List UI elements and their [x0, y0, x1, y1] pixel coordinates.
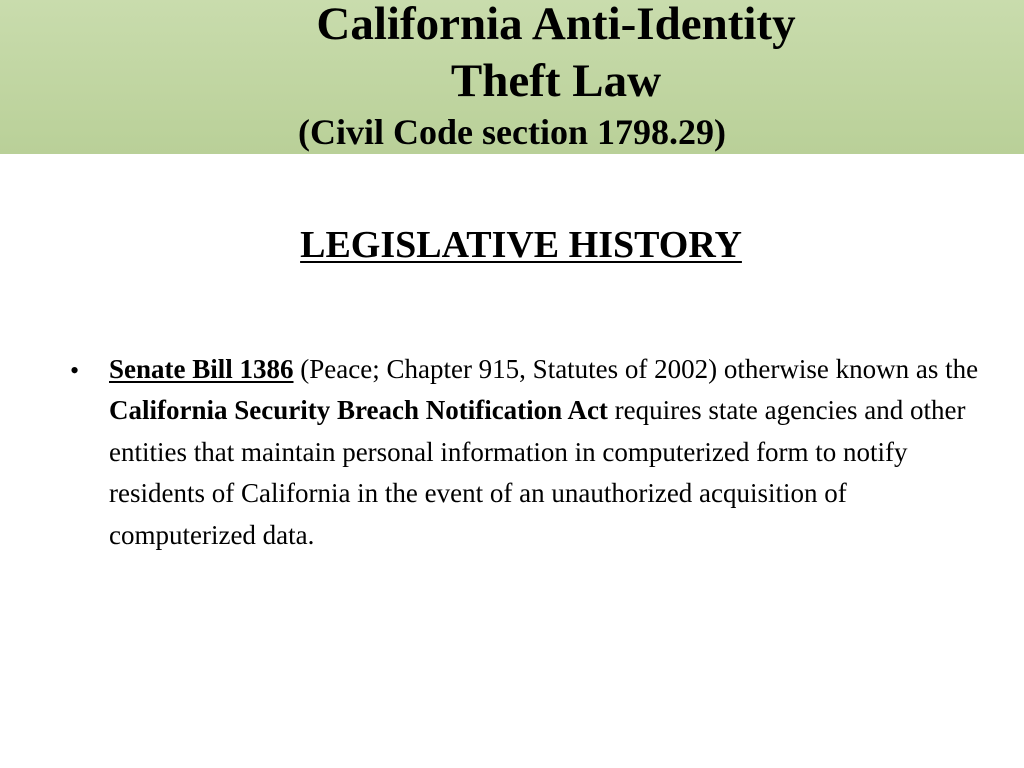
- bullet-text: [109, 349, 989, 556]
- act-name: California Security Breach Notification Act: [109, 395, 608, 426]
- slide-title-line-1: California Anti-Identity: [316, 0, 796, 50]
- bill-name: Senate Bill 1386: [109, 354, 294, 384]
- slide-subtitle: (Civil Code section 1798.29): [298, 112, 726, 152]
- section-heading: LEGISLATIVE HISTORY: [300, 224, 742, 266]
- bill-description-1: (Peace; Chapter 915, Statutes of 2002) otherwise known as the: [293, 354, 979, 384]
- bill-description-2: requires state agencies and other entities that maintain personal information in computerized form to notify residents of California in the event of an unauthorized acquisition of computerized data.: [109, 395, 966, 550]
- bullet-marker: •: [70, 356, 80, 385]
- slide-title-line-2: Theft Law: [450, 55, 662, 107]
